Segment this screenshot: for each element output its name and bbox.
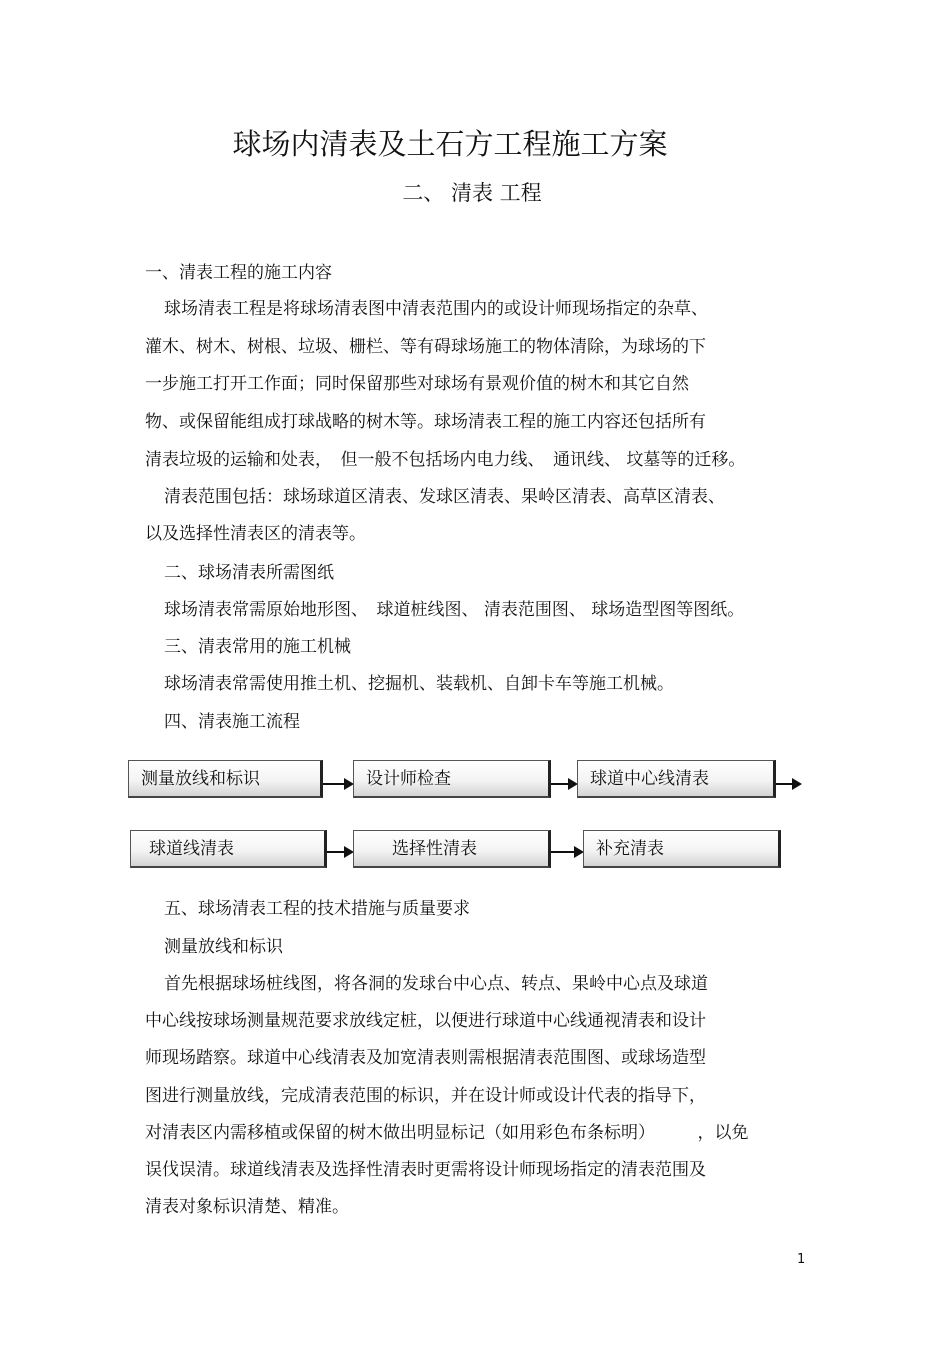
paragraph-line: 师现场踏察。球道中心线清表及加宽清表则需根据清表范围图、或球场造型: [145, 1048, 706, 1068]
paragraph-line: 球场清表工程是将球场清表图中清表范围内的或设计师现场指定的杂草、: [164, 299, 708, 319]
paragraph-line: 首先根据球场桩线图，将各洞的发球台中心点、转点、果岭中心点及球道: [164, 974, 708, 994]
document-subtitle: 二、 清表 工程: [402, 181, 542, 205]
section-heading: 五、球场清表工程的技术措施与质量要求: [164, 899, 470, 919]
paragraph-line: 清表范围包括：球场球道区清表、发球区清表、果岭区清表、高草区清表、: [164, 487, 725, 507]
paragraph-line: 对清表区内需移植或保留的树木做出明显标记（如用彩色布条标明） ，以免: [145, 1123, 749, 1143]
flow-arrow: [551, 783, 576, 785]
paragraph-line: 球场清表常需使用推土机、挖掘机、装载机、自卸卡车等施工机械。: [164, 674, 674, 694]
paragraph-line: 球场清表常需原始地形图、 球道桩线图、 清表范围图、 球场造型图等图纸。: [164, 600, 745, 620]
paragraph-line: 物、或保留能组成打球战略的树木等。球场清表工程的施工内容还包括所有: [145, 412, 706, 432]
subsection-heading: 测量放线和标识: [164, 937, 283, 957]
section-heading: 二、球场清表所需图纸: [164, 563, 334, 583]
flow-step-selective-clearing: 选择性清表: [353, 830, 551, 868]
paragraph-line: 误伐误清。球道线清表及选择性清表时更需将设计师现场指定的清表范围及: [145, 1160, 706, 1180]
paragraph-line: 一步施工打开工作面；同时保留那些对球场有景观价值的树木和其它自然: [145, 374, 689, 394]
paragraph-line: 以及选择性清表区的清表等。: [145, 524, 366, 544]
flow-arrow: [327, 851, 352, 853]
flow-step-centerline-clearing: 球道中心线清表: [577, 760, 776, 798]
flow-step-measure: 测量放线和标识: [128, 760, 323, 798]
paragraph-line: 图进行测量放线，完成清表范围的标识，并在设计师或设计代表的指导下，: [145, 1086, 706, 1106]
document-title: 球场内清表及土石方工程施工方案: [232, 127, 668, 161]
flow-step-fairway-clearing: 球道线清表: [130, 830, 327, 868]
section-heading: 一、清表工程的施工内容: [145, 263, 332, 283]
flow-step-supplementary-clearing: 补充清表: [583, 830, 781, 868]
page-number: 1: [797, 1252, 806, 1267]
flow-step-designer-check: 设计师检查: [353, 760, 551, 798]
flow-arrow: [323, 783, 352, 785]
flow-arrow: [551, 851, 582, 853]
paragraph-line: 清表对象标识清楚、精准。: [145, 1197, 349, 1217]
flow-arrow: [776, 783, 800, 785]
section-heading: 四、清表施工流程: [164, 712, 300, 732]
paragraph-line: 清表垃圾的运输和处表， 但一般不包括场内电力线、 通讯线、 坟墓等的迁移。: [145, 450, 746, 470]
section-heading: 三、清表常用的施工机械: [164, 637, 351, 657]
paragraph-line: 灌木、树木、树根、垃圾、栅栏、等有碍球场施工的物体清除，为球场的下: [145, 337, 706, 357]
paragraph-line: 中心线按球场测量规范要求放线定桩，以便进行球道中心线通视清表和设计: [145, 1011, 706, 1031]
